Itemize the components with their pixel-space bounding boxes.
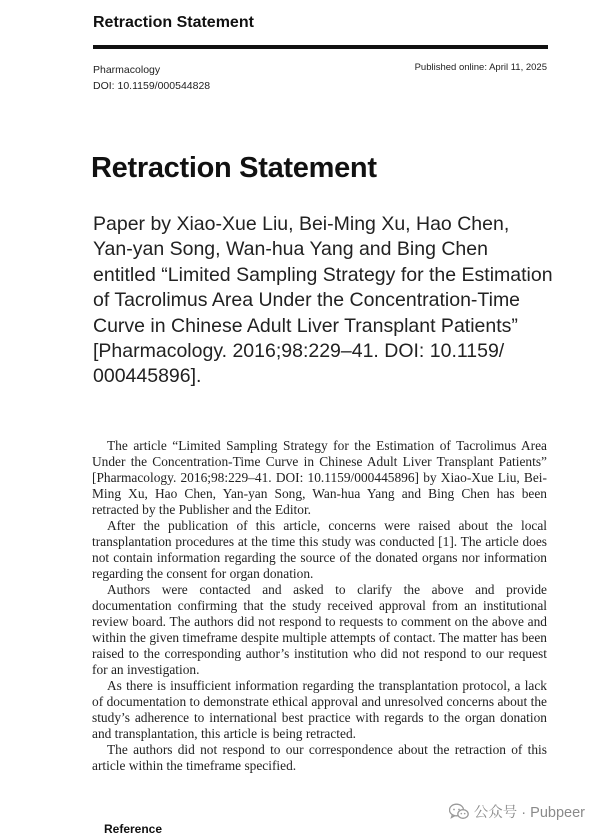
- lead-paragraph: Paper by Xiao-Xue Liu, Bei-Ming Xu, Hao Chen, Yan-yan Song, Wan-hua Yang and Bing Chen entitled “Limited Sampling Strategy for the Estimation of Tacrolimus Area Under the Concentration-Time Curve in Chinese Adult Liver Transplant Patients” [Pharmacology. 2016;98:229–41. DOI: 10.1159/ 000445896].: [93, 213, 553, 388]
- body-paragraph-2: After the publication of this article, concerns were raised about the local transplantation procedures at the time this study was conducted [1]. The article does not contain information regarding the source of the donated organs nor information regarding the consent for organ donation.: [92, 518, 547, 581]
- doi: DOI: 10.1159/000544828: [93, 80, 211, 92]
- body-paragraph-1: The article “Limited Sampling Strategy for the Estimation of Tacrolimus Area Under the Concentration-Time Curve in Chinese Adult Liver Transplant Patients” [Pharmacology. 2016;98:229–41. DOI: 10.1159/000445896] by Xiao-Xue Liu, Bei-Ming Xu, Hao Chen, Yan-yan Song, Wan-hua Yang and Bing Chen has been retracted by the Publisher and the Editor.: [92, 438, 547, 517]
- body-paragraph-3: Authors were contacted and asked to clarify the above and provide documentation confirming that the study received approval from an institutional review board. The authors did not respond to requests to comment on the above and within the given timeframe despite multiple attempts of contact. The matter has been raised to the corresponding author’s institution who did not respond to our request for an investigation.: [92, 582, 547, 677]
- watermark-text: 公众号 · Pubpeer: [473, 805, 585, 821]
- reference-heading: Reference: [104, 822, 163, 836]
- wechat-icon: [449, 803, 469, 820]
- body-paragraph-4: As there is insufficient information regarding the transplantation protocol, a lack of documentation to demonstrate ethical approval and unresolved concerns about the study’s adherence to international best practice with regards to the organ donation and transplantation, this article is being retracted.: [92, 678, 547, 741]
- body-text: [92, 438, 547, 774]
- header-rule: [93, 45, 548, 49]
- page-title: Retraction Statement: [91, 152, 377, 184]
- journal-info: [93, 62, 210, 94]
- watermark: [449, 801, 585, 822]
- body-paragraph-5: The authors did not respond to our correspondence about the retraction of this article within the timeframe specified.: [92, 742, 547, 773]
- published-date: Published online: April 11, 2025: [414, 62, 547, 73]
- journal-name: Pharmacology: [93, 64, 161, 76]
- section-label: Retraction Statement: [93, 14, 254, 31]
